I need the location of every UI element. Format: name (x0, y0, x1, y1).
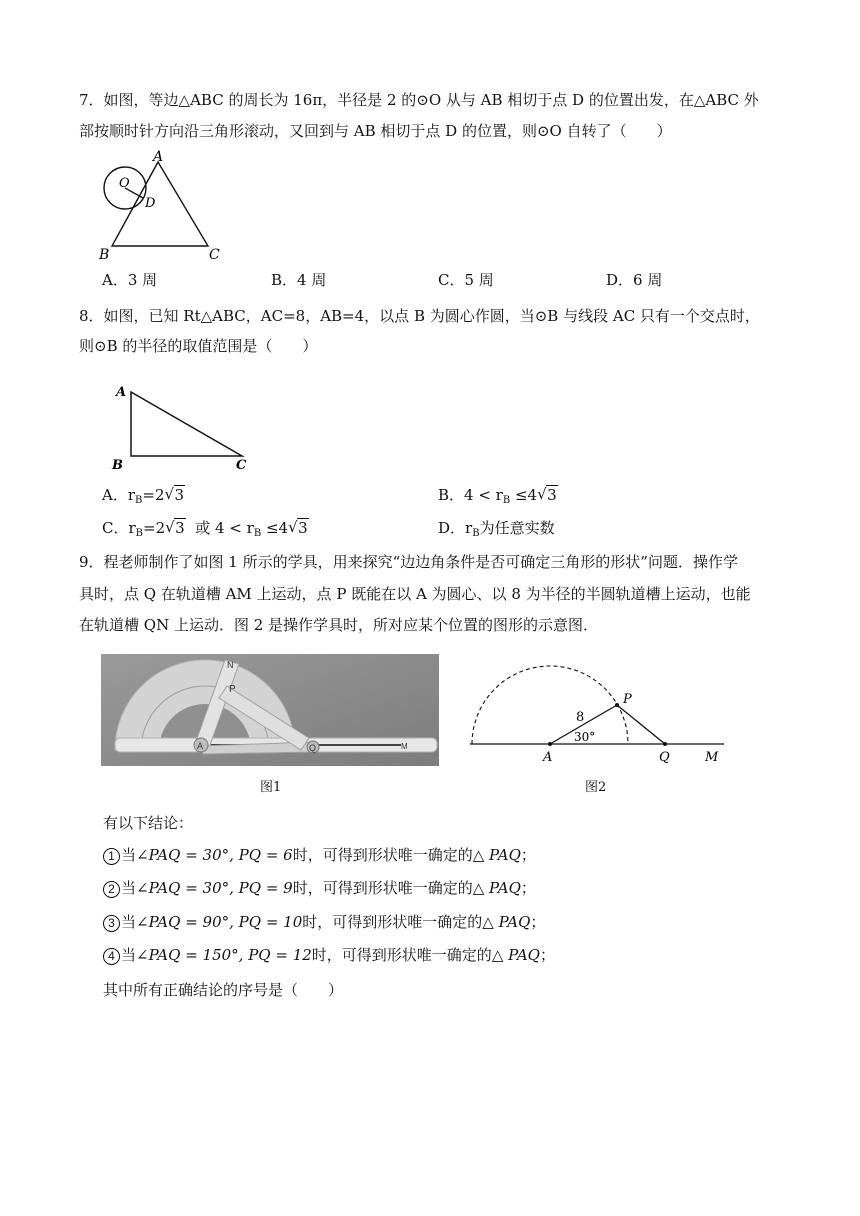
fig2-segment-pq (617, 705, 665, 744)
q9-intro: 有以下结论： (103, 814, 194, 832)
fig2-semicircle (472, 666, 628, 744)
q9-stem-line1: 9．程老师制作了如图 1 所示的学具，用来探究“边边角条件是否可确定三角形的形状”问题．操作学 (79, 553, 738, 571)
q8-label-c: C (236, 458, 247, 472)
q7-option-c[interactable]: C．5 周 (438, 271, 494, 289)
q9-figure1-caption: 图1 (260, 780, 282, 795)
q8-triangle (131, 392, 242, 456)
q8-label-b: B (112, 458, 123, 472)
q8-option-d[interactable]: D．$r_B$为任意实数 (438, 519, 555, 539)
q8-stem-line1: 8．如图，已知 Rt△ABC，AC=8，AB=4，以点 B 为圆心作圆，当⊙B 与线段 AC 只有一个交点时， (79, 307, 760, 325)
photo-label-q: Q (309, 743, 317, 753)
q7-figure (95, 148, 230, 263)
q7-option-d[interactable]: D．6 周 (606, 271, 663, 289)
fig2-point-p (615, 703, 619, 707)
fig2-label-p: P (623, 692, 632, 707)
q9-figure2 (466, 640, 728, 770)
q8-option-b[interactable]: B．$4 < r_B \le 4√$ 3 (438, 485, 558, 511)
q7-option-b[interactable]: B．4 周 (271, 271, 327, 289)
q9-conclusion-2: 2 当∠PAQ = 30°, PQ = 9时，可得到形状唯一确定的△ PAQ； (103, 878, 536, 898)
q7-triangle (112, 162, 208, 246)
fig2-label-q: Q (659, 750, 670, 765)
fig2-label-angle: 30° (574, 730, 596, 744)
q9-question: 其中所有正确结论的序号是（ ） (103, 981, 344, 999)
q7-stem-line1: 7．如图，等边△ABC 的周长为 16π，半径是 2 的⊙O 从与 AB 相切于点 D 的位置出发，在△ABC 外 (79, 91, 759, 109)
q8-label-a: A (116, 385, 127, 400)
photo-label-p: P (229, 684, 236, 695)
fig2-label-len: 8 (576, 710, 585, 725)
q9-conclusion-3: 3 当∠PAQ = 90°, PQ = 10时，可得到形状唯一确定的△ PAQ； (103, 912, 545, 932)
q7-stem-line2: 部按顺时针方向沿三角形滚动，又回到与 AB 相切于点 D 的位置，则⊙O 自转了（ ） (79, 122, 672, 140)
photo-label-m: M (401, 742, 408, 751)
q7-label-a: A (153, 149, 164, 165)
q7-label-o: O (119, 176, 130, 191)
fig2-point-q (663, 742, 667, 746)
fig2-label-m: M (705, 750, 719, 765)
q9-conclusion-4: 4 当∠PAQ = 150°, PQ = 12时，可得到形状唯一确定的△ PAQ； (103, 945, 555, 965)
q9-stem-line3: 在轨道槽 QN 上运动．图 2 是操作学具时，所对应某个位置的图形的示意图． (79, 616, 599, 634)
q7-option-a[interactable]: A．3 周 (102, 271, 158, 289)
q9-figure2-caption: 图2 (585, 780, 607, 795)
q7-label-c: C (209, 247, 220, 263)
q8-stem-line2: 则⊙B 的半径的取值范围是（ ） (79, 337, 318, 355)
q9-stem-line2: 具时，点 Q 在轨道槽 AM 上运动，点 P 既能在以 A 为圆心、以 8 为半径的半圆轨道槽上运动，也能 (79, 585, 751, 603)
q7-label-d: D (145, 196, 156, 211)
photo-label-n: N (227, 660, 234, 670)
q8-option-c[interactable]: C．$r_B=2√$ 3 或 $4 < r_B \le 4√$ 3 (102, 518, 309, 544)
q9-figure1-photo (101, 654, 439, 766)
fig2-label-a: A (543, 750, 553, 765)
photo-label-a: A (197, 741, 204, 751)
fig2-point-a (548, 742, 552, 746)
q9-conclusion-1: 1 当∠PAQ = 30°, PQ = 6时，可得到形状唯一确定的△ PAQ； (103, 845, 536, 865)
q8-figure (108, 380, 253, 472)
q7-label-b: B (99, 247, 110, 263)
q8-option-a[interactable]: A．$r_B=2√$ 3 (102, 485, 185, 511)
